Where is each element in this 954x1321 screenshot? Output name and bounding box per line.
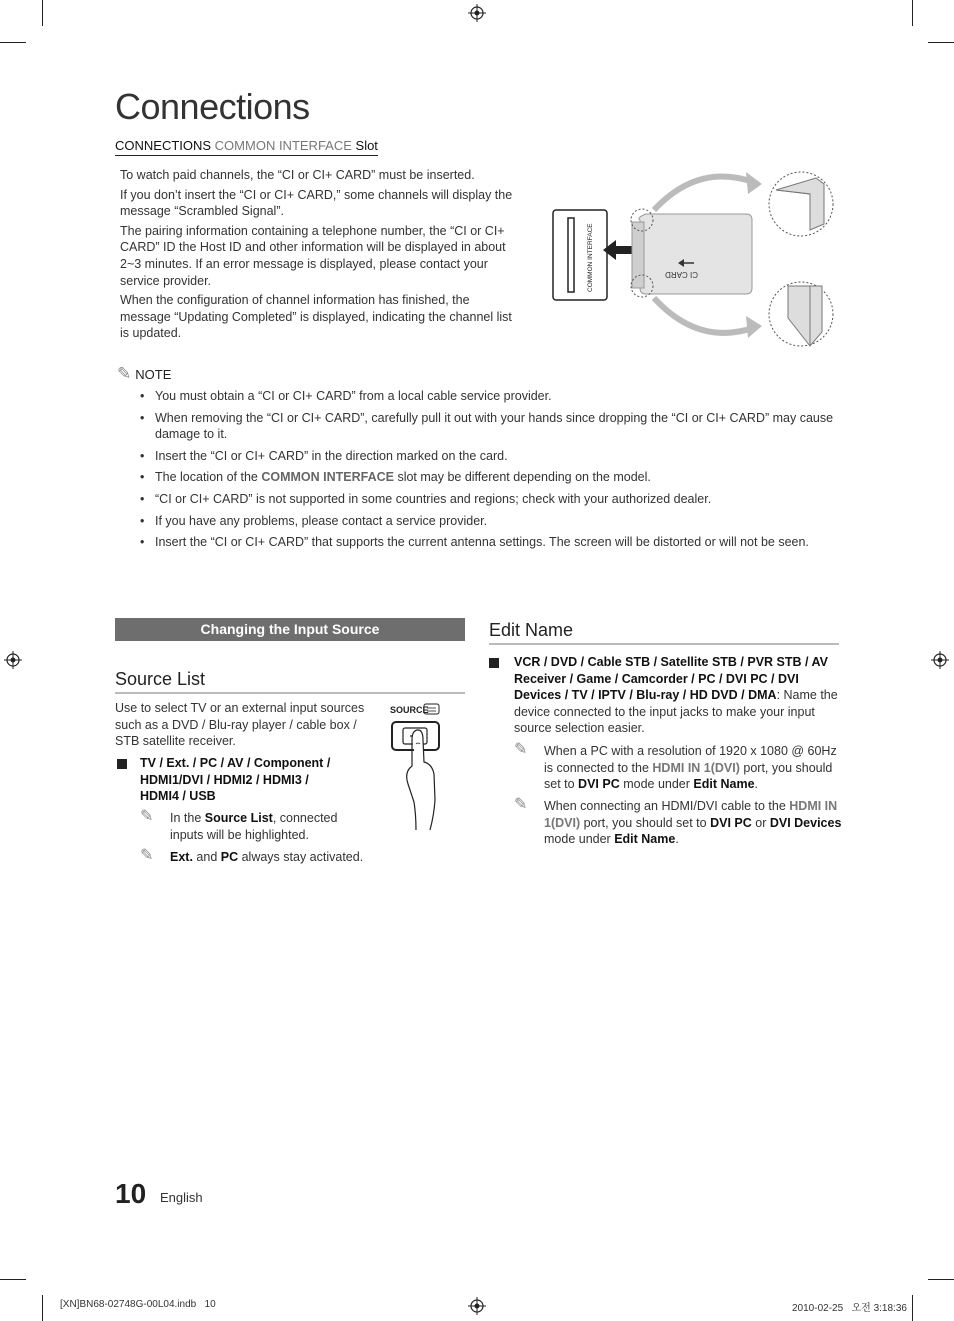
- list-item: • Insert the “CI or CI+ CARD” that supports the current antenna settings. The screen will be distorted or will not be seen.: [140, 534, 840, 551]
- edit-name-options: [514, 654, 839, 737]
- crop-mark: [928, 42, 954, 43]
- section-banner: Changing the Input Source: [115, 618, 465, 641]
- crop-mark: [0, 1279, 26, 1280]
- crop-mark: [0, 42, 26, 43]
- note-label: NOTE: [135, 366, 172, 382]
- source-list-options: TV / Ext. / PC / AV / Component / HDMI1/DVI / HDMI2 / HDMI3 / HDMI4 / USB: [140, 756, 331, 804]
- edit-name-heading: Edit Name: [489, 620, 839, 645]
- text-run-bold: Source List: [204, 811, 273, 825]
- ci-paragraph: The pairing information containing a telephone number, the “CI or CI+ CARD” ID the Host ID and other information will be displayed in about 2~3 minutes. If an error message is displayed, please contact your service provider.: [120, 223, 506, 288]
- heading-part: CONNECTIONS: [115, 138, 215, 153]
- print-footer-date: 2010-02-25 오전 3:18:36: [792, 1303, 907, 1314]
- registration-mark-icon: [468, 4, 486, 22]
- page-language: English: [160, 1190, 203, 1205]
- remote-source-label: SOURCE: [390, 705, 429, 715]
- ci-paragraph: When the configuration of channel information has finished, the message “Updating Completed” is displayed, indicating the channel list is updated.: [120, 293, 512, 341]
- source-list-heading: Source List: [115, 669, 465, 694]
- text-run: mode under: [544, 832, 615, 847]
- source-list-intro: Use to select TV or an external input sources such as a DVD / Blu-ray player / cable box / STB satellite receiver.: [115, 701, 365, 749]
- list-item: [140, 469, 840, 486]
- list-item: • If you have any problems, please contact a service provider.: [140, 513, 840, 530]
- square-bullet-icon: [117, 759, 127, 769]
- edit-name-note: [544, 798, 842, 848]
- text-run-bold: COMMON INTERFACE: [261, 470, 394, 485]
- text-run: The location of the: [155, 470, 262, 485]
- crop-mark: [42, 0, 43, 26]
- text-run: port, you should set to: [544, 760, 833, 792]
- pencil-icon: ✎: [514, 796, 528, 813]
- crop-mark: [912, 0, 913, 26]
- page-title: Connections: [115, 86, 310, 127]
- source-list-note: [170, 810, 370, 843]
- crop-mark: [42, 1295, 43, 1321]
- ci-card-illustration: [548, 168, 838, 350]
- registration-mark-icon: [4, 651, 22, 669]
- text-run: port, you should set to: [580, 815, 711, 830]
- text-run: .: [675, 832, 679, 847]
- slot-label: COMMON INTERFACE: [587, 223, 594, 292]
- text-run-bold: Ext.: [170, 850, 193, 864]
- text-run-bold: Edit Name: [614, 832, 676, 847]
- pencil-icon: ✎: [514, 741, 528, 758]
- square-bullet-icon: [489, 658, 499, 668]
- edit-name-device-list: VCR / DVD / Cable STB / Satellite STB / PVR STB / AV Receiver / Game / Camcorder / PC / DVI PC / DVI Devices / TV / IPTV / Blu-ray / HD DVD / DMA: [514, 655, 828, 703]
- pencil-icon: ✎: [140, 847, 154, 864]
- registration-mark-icon: [468, 1297, 486, 1315]
- text-run: and: [192, 850, 221, 864]
- text-run: .: [754, 777, 759, 792]
- text-run: When connecting an HDMI/DVI cable to the: [544, 799, 790, 813]
- print-footer-file: [XN]BN68-02748G-00L04.indb 10: [60, 1299, 216, 1310]
- ci-paragraph: To watch paid channels, the “CI or CI+ CARD” must be inserted.: [120, 168, 475, 182]
- list-item: • Insert the “CI or CI+ CARD” in the direction marked on the card.: [140, 448, 840, 465]
- ci-paragraph: If you don’t insert the “CI or CI+ CARD,” some channels will display the message “Scrambled Signal”.: [120, 187, 513, 219]
- edit-name-note: [544, 743, 842, 793]
- note-list: [140, 388, 840, 556]
- list-item: • When removing the “CI or CI+ CARD”, carefully pull it out with your hands since dropping the “CI or CI+ CARD” may cause damage to it.: [140, 410, 840, 443]
- text-run: or: [751, 815, 770, 830]
- text-run-bold: PC: [220, 850, 239, 864]
- ci-description: [120, 167, 522, 345]
- text-run-highlight: HDMI IN 1(DVI): [544, 799, 838, 830]
- text-run: In the: [170, 811, 205, 825]
- text-run-highlight: HDMI IN 1(DVI): [652, 760, 740, 775]
- crop-mark: [928, 1279, 954, 1280]
- heading-part: Slot: [351, 138, 378, 153]
- remote-source-button-illustration: [388, 700, 448, 832]
- source-list-note: [170, 849, 390, 866]
- text-run: , connected inputs will be highlighted.: [170, 811, 338, 842]
- text-run: always stay activated.: [238, 850, 364, 864]
- crop-mark: [912, 1295, 913, 1321]
- registration-mark-icon: [931, 651, 949, 669]
- list-item: • “CI or CI+ CARD” is not supported in some countries and regions; check with your authorized dealer.: [140, 491, 840, 508]
- text-run-bold: DVI PC: [578, 777, 620, 792]
- text-run: : Name the device connected to the input jacks to make your input source selection easier.: [514, 688, 838, 736]
- text-run: When a PC with a resolution of 1920 x 1080 @ 60Hz is connected to the: [544, 744, 837, 775]
- pencil-icon: ✎: [117, 364, 132, 383]
- text-run: mode under: [619, 777, 694, 792]
- list-item: • You must obtain a “CI or CI+ CARD” from a local cable service provider.: [140, 388, 840, 405]
- text-run-bold: DVI PC: [710, 815, 752, 830]
- heading-part-highlight: COMMON INTERFACE: [214, 138, 352, 153]
- page-number: 10: [115, 1178, 147, 1209]
- text-run: slot may be different depending on the model.: [393, 470, 651, 485]
- card-label: CI CARD: [665, 270, 698, 279]
- text-run-bold: Edit Name: [693, 777, 755, 792]
- pencil-icon: ✎: [140, 808, 154, 825]
- note-heading: [117, 364, 171, 384]
- text-run-bold: DVI Devices: [769, 815, 842, 830]
- ci-section-heading: [115, 138, 378, 156]
